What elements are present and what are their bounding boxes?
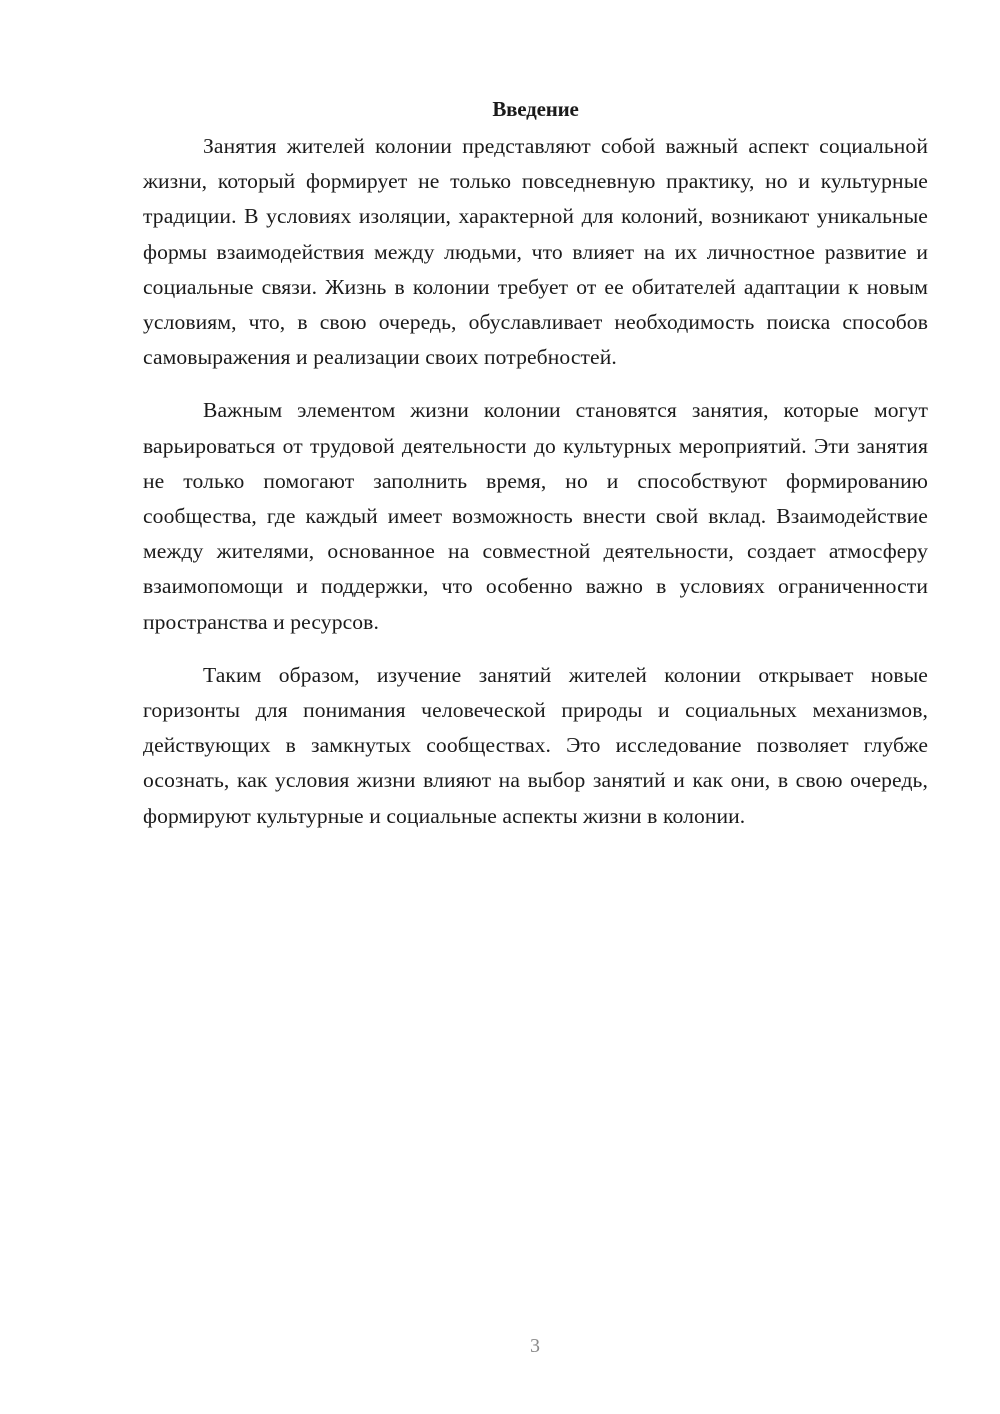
page-number: 3 bbox=[530, 1335, 540, 1357]
paragraph-1: Занятия жителей колонии представляют собой важный аспект социальной жизни, который формирует не только повседневную практику, но и культурные традиции. В условиях изоляции, характерной для колоний, возникают уникальные формы взаимодействия между людьми, что влияет на их личностное развитие и социальные связи. Жизнь в колонии требует от ее обитателей адаптации к новым условиям, что, в свою очередь, обуславливает необходимость поиска способов самовыражения и реализации своих потребностей. bbox=[143, 134, 928, 370]
section-title: Введение bbox=[492, 97, 579, 121]
paragraph-3: Таким образом, изучение занятий жителей колонии открывает новые горизонты для понимания человеческой природы и социальных механизмов, действующих в замкнутых сообществах. Это исследование позволяет глубже осознать, как условия жизни влияют на выбор занятий и как они, в свою очередь, формируют культурные и социальные аспекты жизни в колонии. bbox=[143, 662, 928, 828]
page-content bbox=[143, 92, 928, 852]
paragraph-2: Важным элементом жизни колонии становятся занятия, которые могут варьироваться от трудовой деятельности до культурных мероприятий. Эти занятия не только помогают заполнить время, но и способствуют формированию сообщества, где каждый имеет возможность внести свой вклад. Взаимодействие между жителями, основанное на совместной деятельности, создает атмосферу взаимопомощи и поддержки, что особенно важно в условиях ограниченности пространства и ресурсов. bbox=[143, 398, 928, 634]
